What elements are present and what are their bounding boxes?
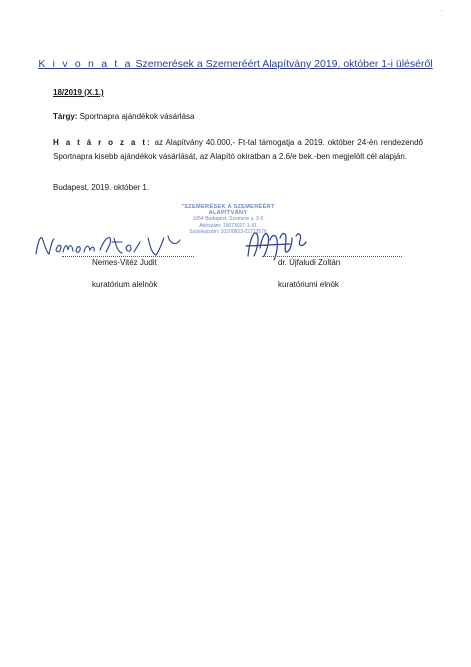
stamp-line-4: Adószám: 19673037-1-41 xyxy=(199,222,257,229)
right-signature-line xyxy=(262,256,402,257)
right-signatory-name: dr. Újfaludi Zoltán xyxy=(278,258,341,267)
title-rest: Szemerések a Szemeréért Alapítvány 2019. október 1-i üléséről xyxy=(132,58,433,70)
title-prefix: K i v o n a t a xyxy=(38,58,133,70)
left-signatory-role: kuratórium alelnök xyxy=(92,280,158,289)
subject-label: Tárgy: xyxy=(53,112,78,121)
place-date: Budapest, 2019. október 1. xyxy=(53,183,150,192)
document-title xyxy=(0,58,471,70)
scan-mark-side-2: · xyxy=(457,90,459,96)
scan-mark-top: ·· xyxy=(440,8,444,14)
subject-text: Sportnapra ajándékok vásárlása xyxy=(77,112,195,121)
left-signature-line xyxy=(62,256,194,257)
scan-mark-side-1: · xyxy=(457,40,459,46)
subject-line xyxy=(53,112,194,121)
right-signatory-role: kuratóriumi elnök xyxy=(278,280,339,289)
decision-paragraph xyxy=(53,136,423,163)
decision-text: az Alapítvány 40.000,- Ft-tal támogatja a 2019. október 24-én rendezendő Sportnapra kisebb ajándékok vásárlását, az Alapító okiratban a 2.6/e bek.-ben megjelölt cél alapján. xyxy=(53,138,424,161)
left-signatory-name: Nemes-Vitéz Judit xyxy=(92,258,157,267)
stamp-line-2: ALAPÍTVÁNY xyxy=(208,210,248,217)
decision-label: H a t á r o z a t: xyxy=(53,138,152,147)
stamp-line-5: Számlaszám: 10200823-22723576 xyxy=(189,228,267,235)
stamp-line-3: 1054 Budapest, Szemere u. 3-5 xyxy=(192,216,264,223)
resolution-number: 18/2019 (X.1.) xyxy=(53,88,104,97)
stamp-line-1: "SZEMERÉSEK A SZEMERÉÉRT xyxy=(181,204,275,210)
